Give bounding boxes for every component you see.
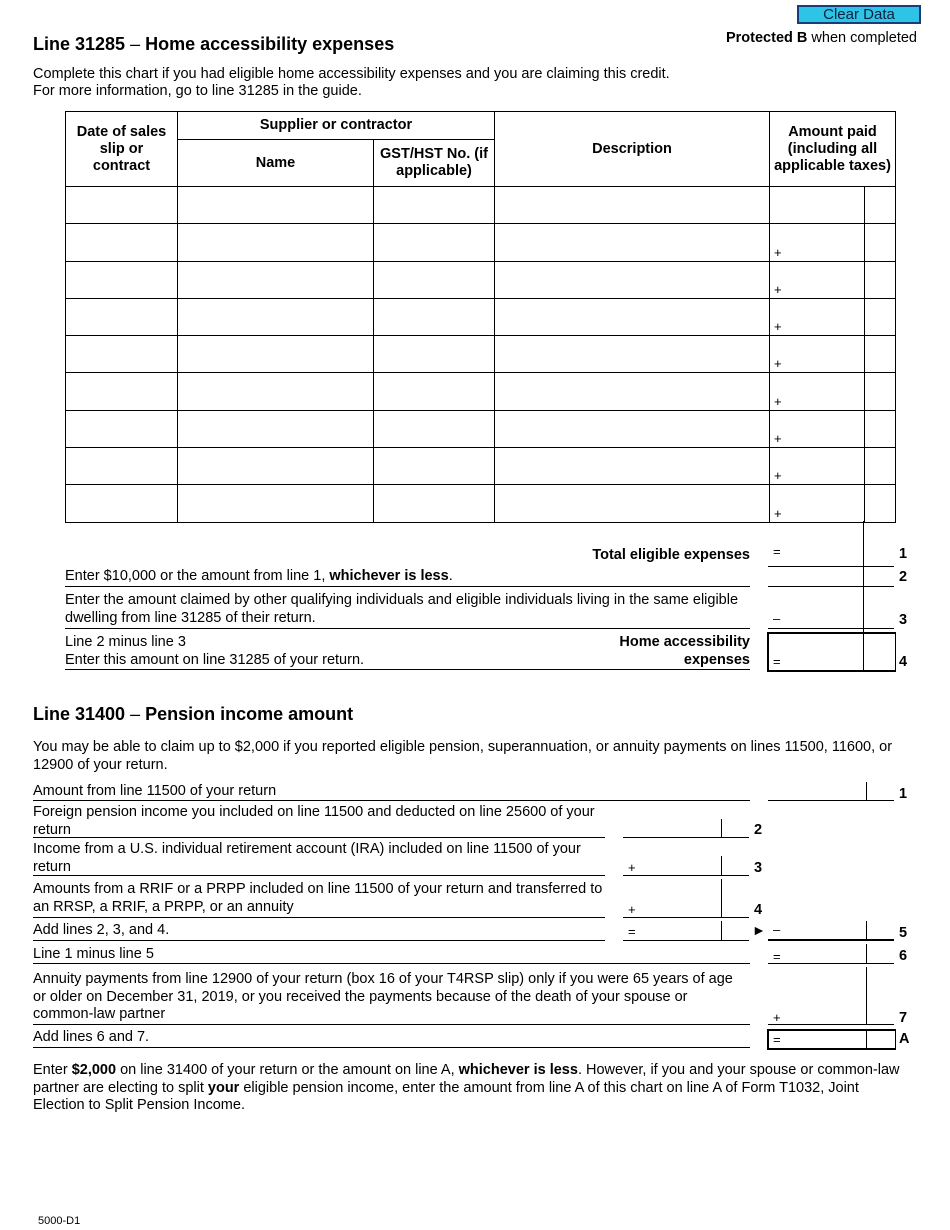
description-cell[interactable] — [495, 373, 770, 410]
pension-line5-rule — [33, 940, 605, 941]
section-31285-title — [33, 34, 394, 55]
pension-line2-amount-field[interactable] — [623, 819, 721, 837]
amount-cents-cell[interactable] — [865, 373, 896, 410]
date-cell[interactable] — [66, 410, 178, 447]
line4-rule — [65, 669, 750, 670]
pension-line5-amount-field[interactable] — [623, 921, 721, 940]
description-cell[interactable] — [495, 410, 770, 447]
table-row — [66, 410, 896, 447]
pension-line5-underline — [623, 940, 749, 941]
date-cell[interactable] — [66, 261, 178, 298]
pension-line3-number: 3 — [754, 860, 763, 876]
pension-line5-sign: = — [628, 924, 636, 939]
pension-line4-cents-divider — [721, 879, 722, 917]
pension-line7-amount-field[interactable] — [768, 967, 866, 1024]
line2-rule — [65, 586, 750, 587]
plus-sign: + — [774, 356, 782, 372]
form-code: 5000-D1 — [38, 1215, 81, 1227]
line2-number: 2 — [899, 569, 908, 585]
gst-cell[interactable] — [374, 485, 495, 522]
pension-line1-rule — [33, 800, 750, 801]
plus-sign: + — [774, 281, 782, 297]
table-row — [66, 224, 896, 261]
section-31400-dash: – — [125, 704, 146, 724]
pension-line7-underline — [768, 1024, 894, 1025]
section-31400-intro: You may be able to claim up to $2,000 if you reported eligible pension, superannuation, or annuity payments on lines 11500, 11600, or 12900 of your return. — [33, 739, 893, 773]
gst-cell[interactable] — [374, 448, 495, 485]
table-row — [66, 298, 896, 335]
section-31285-intro-1: Complete this chart if you had eligible home accessibility expenses and you are claiming this credit. — [33, 66, 670, 82]
line3-rule — [65, 628, 750, 629]
pension-line2-underline — [623, 837, 749, 838]
pension-line7-rule — [33, 1024, 750, 1025]
pension-line3-underline — [623, 875, 749, 876]
protected-b-label: Protected B — [725, 30, 808, 46]
table-row — [66, 373, 896, 410]
amount-cents-cell[interactable] — [865, 187, 896, 224]
amount-dollars-cell[interactable] — [770, 224, 865, 261]
line4-label-b: Enter this amount on line 31285 of your return. — [65, 652, 365, 668]
section-31400-text: Pension income amount — [145, 704, 354, 724]
pension-line1-amount-field[interactable] — [768, 782, 866, 800]
section-31400-title — [33, 704, 353, 725]
gst-cell[interactable] — [374, 298, 495, 335]
plus-sign: + — [774, 244, 782, 260]
line4-label-right-2: expenses — [683, 652, 750, 668]
description-cell[interactable] — [495, 485, 770, 522]
gst-cell[interactable] — [374, 224, 495, 261]
pension-line7-sign: + — [773, 1010, 781, 1025]
name-cell[interactable] — [178, 187, 374, 224]
pension-line5-right-underline — [768, 939, 894, 941]
pension-line5-cents-divider — [721, 921, 722, 940]
pension-line2-label: Foreign pension income you included on line 11500 and deducted on line 25600 of your return — [33, 804, 595, 838]
pension-line7-label: Annuity payments from line 12900 of your return (box 16 of your T4RSP slip) only if you were 65 years of age or older on December 31, 2019, or you received the payments because of the death of your spouse or common-law partner — [33, 971, 733, 1022]
pension-line1-number: 1 — [899, 786, 908, 802]
line3-number: 3 — [899, 612, 908, 628]
name-cell[interactable] — [178, 224, 374, 261]
pension-line5-right-sign: – — [773, 922, 781, 937]
amount-cents-cell[interactable] — [865, 485, 896, 522]
amount-dollars-cell[interactable] — [770, 298, 865, 335]
pension-line6-underline — [768, 963, 894, 964]
date-cell[interactable] — [66, 448, 178, 485]
home-accessibility-chart — [65, 111, 896, 523]
pension-line5-right-cents-divider — [866, 921, 867, 939]
pension-line3-label: Income from a U.S. individual retirement account (IRA) included on line 11500 of your return — [33, 841, 581, 875]
col-header-description: Description — [495, 112, 770, 187]
pension-line1-cents-divider — [866, 782, 867, 800]
description-cell[interactable] — [495, 187, 770, 224]
amount-cents-cell[interactable] — [865, 336, 896, 373]
plus-sign: + — [774, 468, 782, 484]
pension-lineA-number: A — [899, 1031, 910, 1047]
description-cell[interactable] — [495, 224, 770, 261]
table-row — [66, 485, 896, 522]
line2-underline — [768, 586, 894, 587]
plus-sign: + — [774, 319, 782, 335]
line4-label-a: Line 2 minus line 3 — [65, 634, 186, 650]
name-cell[interactable] — [178, 373, 374, 410]
pension-line5-label: Add lines 2, 3, and 4. — [33, 922, 170, 938]
pension-line7-number: 7 — [899, 1010, 908, 1026]
pension-line6-amount-field[interactable] — [768, 944, 866, 963]
date-cell[interactable] — [66, 373, 178, 410]
amount-dollars-cell[interactable] — [770, 373, 865, 410]
description-cell[interactable] — [495, 298, 770, 335]
line1-label: Total eligible expenses — [592, 547, 750, 563]
amount-dollars-cell[interactable] — [770, 410, 865, 447]
amount-dollars-cell[interactable] — [770, 187, 865, 224]
col-header-gst: GST/HST No. (if applicable) — [374, 140, 495, 187]
table-row — [66, 448, 896, 485]
line4-label-right-1: Home accessibility — [619, 634, 750, 650]
pension-line6-sign: = — [773, 949, 781, 964]
amount-cents-cell[interactable] — [865, 410, 896, 447]
amount-dollars-cell[interactable] — [770, 448, 865, 485]
pension-line6-label: Line 1 minus line 5 — [33, 946, 154, 962]
col-header-name: Name — [178, 140, 374, 187]
amount-dollars-cell[interactable] — [770, 261, 865, 298]
description-cell[interactable] — [495, 336, 770, 373]
name-cell[interactable] — [178, 298, 374, 335]
col-header-supplier: Supplier or contractor — [178, 112, 495, 140]
pension-line3-sign: + — [628, 860, 636, 875]
table-row — [66, 336, 896, 373]
protected-b-notice — [726, 30, 917, 46]
pension-line3-rule — [33, 875, 605, 876]
name-cell[interactable] — [178, 485, 374, 522]
section-31285-dash: – — [125, 34, 146, 54]
name-cell[interactable] — [178, 448, 374, 485]
plus-sign: + — [774, 505, 782, 521]
gst-cell[interactable] — [374, 261, 495, 298]
pension-line2-number: 2 — [754, 822, 763, 838]
line1-amount-field[interactable] — [768, 540, 863, 566]
line2-amount-field[interactable] — [768, 567, 863, 586]
pension-line1-label: Amount from line 11500 of your return — [33, 783, 277, 799]
pension-line6-number: 6 — [899, 948, 908, 964]
amount-dollars-cell[interactable] — [770, 336, 865, 373]
table-row — [66, 187, 896, 224]
section-31285-prefix: Line 31285 — [33, 34, 126, 54]
pension-line4-amount-field[interactable] — [623, 879, 721, 917]
arrow-icon: ► — [752, 922, 766, 938]
line3-label: Enter the amount claimed by other qualifying individuals and eligible individuals living in the same eligible dwelling from line 31285 of their return. — [65, 592, 739, 626]
pension-line7-cents-divider — [866, 967, 867, 1024]
name-cell[interactable] — [178, 261, 374, 298]
pension-line4-number: 4 — [754, 902, 763, 918]
plus-sign: + — [774, 431, 782, 447]
pension-lineA-label: Add lines 6 and 7. — [33, 1029, 150, 1045]
clear-data-button[interactable]: Clear Data — [797, 5, 921, 24]
gst-cell[interactable] — [374, 410, 495, 447]
table-row — [66, 261, 896, 298]
name-cell[interactable] — [178, 336, 374, 373]
col-header-amount: Amount paid (including all applicable taxes) — [770, 112, 896, 187]
pension-lineA-cents-divider — [866, 1029, 867, 1048]
pension-line2-cents-divider — [721, 819, 722, 837]
pension-footer-note: Enter $2,000 on line 31400 of your return or the amount on line A, whichever is less. However, if you and your spouse or common-law partner are electing to split your eligible pension income, enter the amount from line A of this chart on line A of Form T1032, Joint Election to Split Pension Income. — [33, 1062, 900, 1113]
section-31400-prefix: Line 31400 — [33, 704, 126, 724]
line3-amount-field[interactable] — [768, 604, 863, 628]
pension-lineA-amount-box[interactable] — [767, 1029, 896, 1050]
line1-sign: = — [773, 544, 781, 559]
pension-line3-cents-divider — [721, 856, 722, 875]
line1-number: 1 — [899, 546, 908, 562]
amount-dollars-cell[interactable] — [770, 485, 865, 522]
pension-line4-rule — [33, 917, 605, 918]
date-cell[interactable] — [66, 336, 178, 373]
gst-cell[interactable] — [374, 336, 495, 373]
line4-amount-box[interactable] — [767, 632, 896, 672]
name-cell[interactable] — [178, 410, 374, 447]
date-cell[interactable] — [66, 298, 178, 335]
date-cell[interactable] — [66, 187, 178, 224]
amount-cents-cell[interactable] — [865, 298, 896, 335]
description-cell[interactable] — [495, 448, 770, 485]
plus-sign: + — [774, 393, 782, 409]
pension-line4-sign: + — [628, 902, 636, 917]
gst-cell[interactable] — [374, 373, 495, 410]
line3-underline — [768, 628, 894, 629]
date-cell[interactable] — [66, 224, 178, 261]
pension-line5-number: 5 — [899, 925, 908, 941]
pension-line6-rule — [33, 963, 750, 964]
protected-b-suffix: when completed — [807, 30, 917, 46]
pension-lineA-rule — [33, 1047, 750, 1048]
date-cell[interactable] — [66, 485, 178, 522]
line4-sign: = — [773, 654, 781, 669]
line4-number: 4 — [899, 654, 908, 670]
pension-line4-label: Amounts from a RRIF or a PRPP included on line 11500 of your return and transferred to an RRSP, a RRIF, a PRPP, or an annuity — [33, 881, 603, 915]
col-header-date: Date of sales slip or contract — [66, 112, 178, 187]
pension-lineA-sign: = — [773, 1032, 781, 1047]
pension-line6-cents-divider — [866, 944, 867, 963]
description-cell[interactable] — [495, 261, 770, 298]
gst-cell[interactable] — [374, 187, 495, 224]
amount-cents-cell[interactable] — [865, 261, 896, 298]
amount-cents-cell[interactable] — [865, 448, 896, 485]
pension-line1-underline — [768, 800, 894, 801]
section-31285-text: Home accessibility expenses — [145, 34, 395, 54]
pension-line4-underline — [623, 917, 749, 918]
line2-label: Enter $10,000 or the amount from line 1, whichever is less. — [65, 568, 453, 584]
amount-cents-cell[interactable] — [865, 224, 896, 261]
section-31285-intro-2: For more information, go to line 31285 in the guide. — [33, 83, 362, 99]
line3-sign: – — [773, 611, 781, 626]
pension-line2-rule — [33, 837, 605, 838]
pension-line3-amount-field[interactable] — [623, 856, 721, 875]
pension-line5-right-amount-field[interactable] — [768, 921, 866, 939]
